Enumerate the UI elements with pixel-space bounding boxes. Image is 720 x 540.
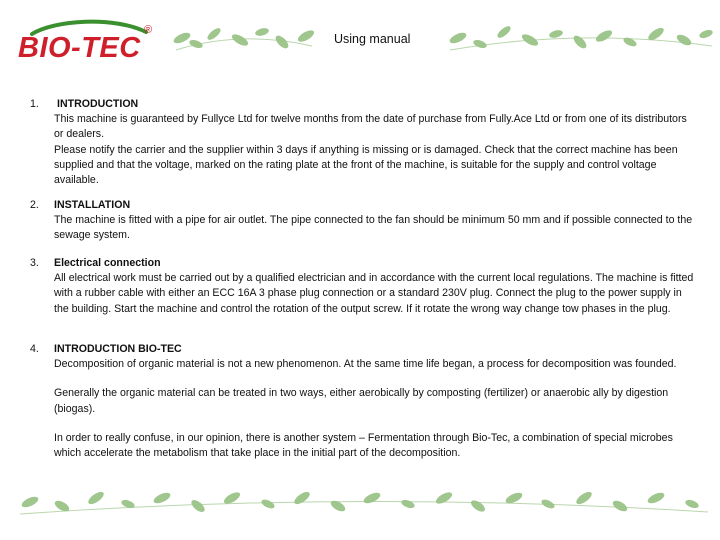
section-heading: INTRODUCTION BIO-TEC [54, 343, 182, 355]
section-paragraph: Please notify the carrier and the supplier within 3 days if anything is missing or is damaged. Check that the correct machine has been supplied and that the voltage, marked on the rating plate at the front of the machine, is suitable for the supply and control voltage available. [54, 143, 678, 187]
logo-text: BIO-TEC [18, 32, 141, 64]
section-paragraph: In order to really confuse, in our opinion, there is another system – Fermentation through Bio-Tec, a combination of special microbes which accelerate the metabolism that take place in the initial part of the decomposition. [54, 431, 673, 460]
section-paragraph: This machine is guaranteed by Fullyce Ltd for twelve months from the date of purchase from Fully.Ace Ltd or from one of its distributors or dealers. [54, 113, 687, 141]
section-heading: Electrical connection [54, 257, 161, 269]
section-body [54, 256, 696, 317]
section-body [54, 198, 696, 244]
section-number: 4. [30, 343, 39, 355]
section-heading: INTRODUCTION [57, 98, 139, 110]
page-title: Using manual [334, 32, 411, 46]
section-paragraph: Generally the organic material can be treated in two ways, either aerobically by composting (fertilizer) or anaerobic ally by digestion (biogas). [54, 387, 669, 415]
section-body [54, 97, 696, 188]
top-leaf-decoration-icon [0, 20, 720, 60]
registered-mark: ® [144, 24, 153, 36]
section-number: 1. [30, 98, 39, 110]
section-number: 2. [30, 199, 39, 211]
section-paragraph: All electrical work must be carried out by a qualified electrician and in accordance with the current local regulations. The machine is fitted with a rubber cable with either an ECC 16A 3 phase plug connection or a standard 230V plug. Connect the plug to the power supply in the building. Start the machine and control the rotation of the output screw. If it rotate the wrong way change tow phases in the plug. [54, 272, 694, 315]
section-body [54, 342, 696, 461]
bottom-leaf-decoration-icon [0, 484, 720, 524]
section-paragraph: The machine is fitted with a pipe for air outlet. The pipe connected to the fan should be minimum 50 mm and if possible connected to the sewage system. [54, 214, 693, 242]
section-number: 3. [30, 257, 39, 269]
section-heading: INSTALLATION [54, 199, 131, 211]
section-paragraph: Decomposition of organic material is not a new phenomenon. At the same time life began, a process for decomposition was founded. [54, 358, 677, 371]
